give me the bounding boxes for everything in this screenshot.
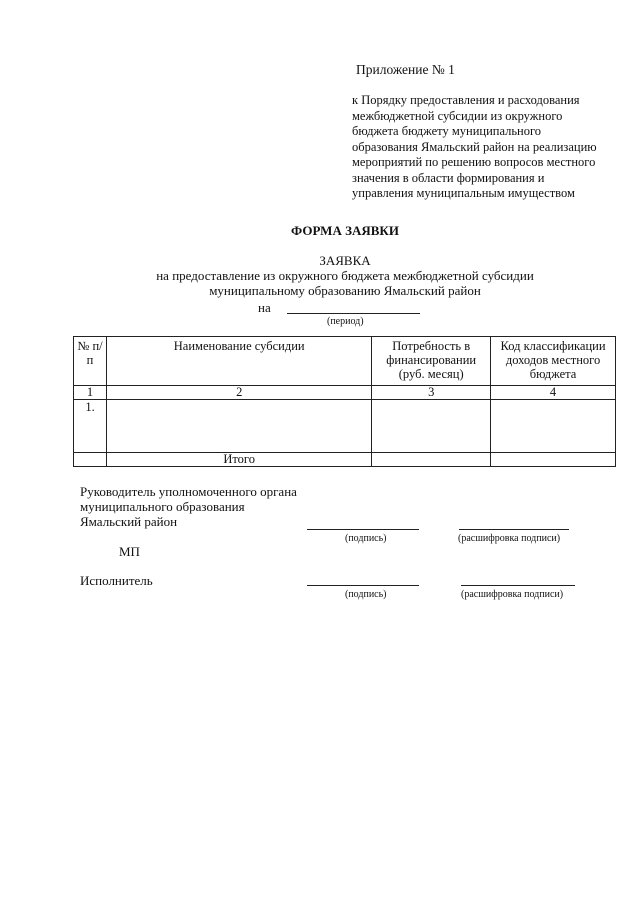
column-number: 3 [372,386,491,400]
head-signature-line[interactable] [307,529,419,530]
executor-signature-caption: (подпись) [345,589,387,600]
head-decoding-caption: (расшифровка подписи) [458,533,561,544]
header-funding-need: Потребность в финансировании (руб. месяц) [372,337,491,386]
column-numbers-row [74,386,616,400]
header-subsidy-name: Наименование субсидии [107,337,372,386]
total-code-cell[interactable] [491,453,616,467]
subsidy-table [73,336,616,467]
row-funding-cell[interactable] [372,400,491,453]
row-subsidy-name-cell[interactable] [107,400,372,453]
appendix-line: значения в области формирования и [352,170,545,185]
form-title: ФОРМА ЗАЯВКИ [291,223,399,238]
appendix-line: образования Ямальский район на реализацию [352,139,597,154]
appendix-line: межбюджетной субсидии из окружного [352,108,563,123]
column-number: 2 [107,386,372,400]
total-label: Итого [107,453,372,467]
head-title-line: Руководитель уполномоченного органа [80,484,297,499]
head-title-line: муниципального образования [80,499,245,514]
appendix-line: управления муниципальным имуществом [352,186,575,200]
period-prefix: на [258,300,271,315]
header-number: № п/п [74,337,107,386]
total-funding-cell[interactable] [372,453,491,467]
appendix-line: бюджета бюджету муниципального [352,124,542,138]
appendix-line: к Порядку предоставления и расходования [352,93,580,107]
appendix-title: Приложение № 1 [356,62,455,77]
executor-decoding-line[interactable] [461,585,575,586]
application-line-1: на предоставление из окружного бюджета межбюджетной субсидии [156,268,534,283]
application-heading [0,253,640,298]
table-row [74,400,616,453]
application-title: ЗАЯВКА [319,253,371,268]
executor-signature-line[interactable] [307,585,419,586]
stamp-label: МП [119,544,140,559]
total-empty-cell [74,453,107,467]
head-signature-block [80,484,297,529]
row-code-cell[interactable] [491,400,616,453]
executor-label: Исполнитель [80,573,153,588]
head-title-line: Ямальский район [80,514,178,529]
column-number: 4 [491,386,616,400]
appendix-line: мероприятий по решению вопросов местного [352,155,596,169]
appendix-text [352,93,624,202]
column-number: 1 [74,386,107,400]
header-classification-code: Код классификации доходов местного бюджета [491,337,616,386]
executor-decoding-caption: (расшифровка подписи) [461,589,564,600]
period-caption: (период) [327,316,364,327]
total-row [74,453,616,467]
application-line-2: муниципальному образованию Ямальский район [209,283,481,298]
head-signature-caption: (подпись) [345,533,387,544]
table-header-row [74,337,616,386]
row-number: 1. [74,400,107,453]
head-decoding-line[interactable] [459,529,569,530]
period-field-line [287,313,420,314]
